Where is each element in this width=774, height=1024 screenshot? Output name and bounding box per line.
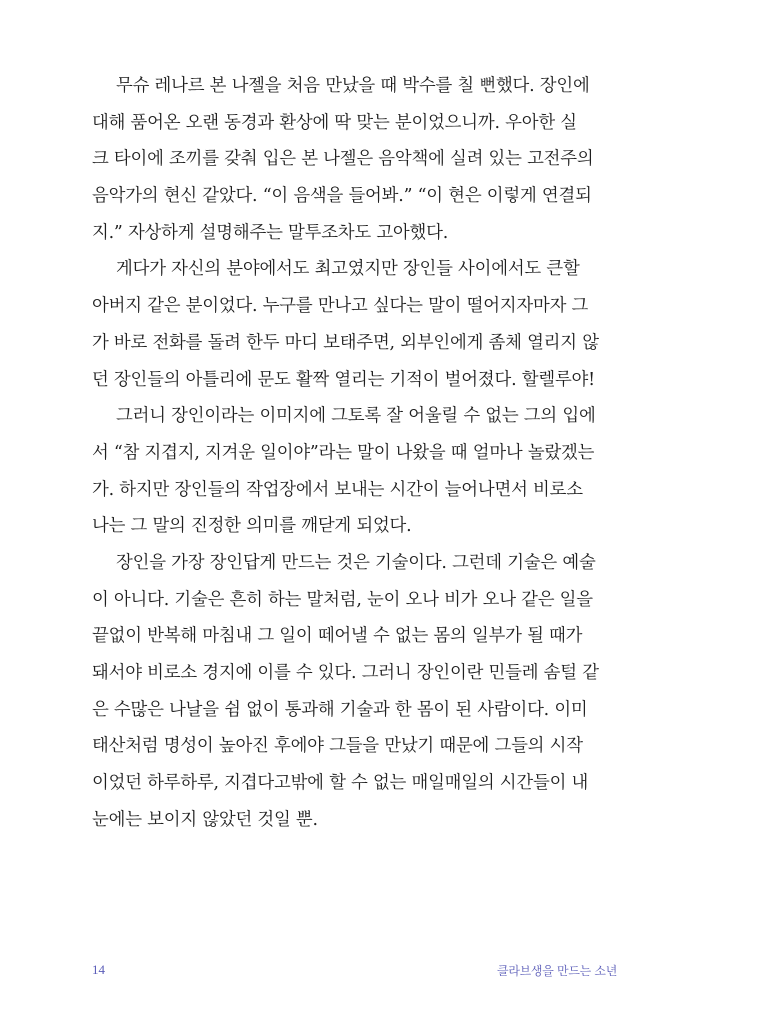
paragraph-line: 서 “참 지겹지, 지겨운 일이야”라는 말이 나왔을 때 얼마나 놀랐겠는 bbox=[92, 442, 595, 463]
paragraph-line: 크 타이에 조끼를 갖춰 입은 본 나젤은 음악책에 실려 있는 고전주의 bbox=[92, 149, 594, 170]
running-title: 클라브생을 만드는 소년 bbox=[497, 964, 617, 978]
paragraph-line: 장인을 가장 장인답게 만드는 것은 기술이다. 그런데 기술은 예술 bbox=[116, 552, 596, 573]
paragraph-line: 눈에는 보이지 않았던 것일 뿐. bbox=[92, 809, 318, 830]
paragraph-line: 아버지 같은 분이었다. 누구를 만나고 싶다는 말이 떨어지자마자 그 bbox=[92, 296, 589, 317]
paragraph-line: 그러니 장인이라는 이미지에 그토록 잘 어울릴 수 없는 그의 입에 bbox=[116, 406, 596, 427]
paragraph-line: 끝없이 반복해 마침내 그 일이 떼어낼 수 없는 몸의 일부가 될 때가 bbox=[92, 626, 583, 647]
paragraph-line: 이었던 하루하루, 지겹다고밖에 할 수 없는 매일매일의 시간들이 내 bbox=[92, 773, 589, 794]
paragraph-line: 대해 품어온 오랜 동경과 환상에 딱 맞는 분이었으니까. 우아한 실 bbox=[92, 112, 577, 133]
paragraph-line: 음악가의 현신 같았다. “이 음색을 들어봐.” “이 현은 이렇게 연결되 bbox=[92, 186, 592, 207]
paragraph-line: 무슈 레나르 본 나젤을 처음 만났을 때 박수를 칠 뻔했다. 장인에 bbox=[116, 76, 590, 96]
paragraph-line: 가. 하지만 장인들의 작업장에서 보내는 시간이 늘어나면서 비로소 bbox=[92, 479, 583, 500]
paragraph-line: 태산처럼 명성이 높아진 후에야 그들을 만났기 때문에 그들의 시작 bbox=[92, 736, 583, 757]
body-text bbox=[92, 68, 620, 838]
paragraph-line: 지.” 자상하게 설명해주는 말투조차도 고아했다. bbox=[92, 222, 449, 243]
page-number: 14 bbox=[92, 962, 105, 977]
paragraph-line: 돼서야 비로소 경지에 이를 수 있다. 그러니 장인이란 민들레 솜털 같 bbox=[92, 663, 599, 683]
paragraph-line: 가 바로 전화를 돌려 한두 마디 보태주면, 외부인에게 좀체 열리지 않 bbox=[92, 332, 599, 353]
paragraph-line: 이 아니다. 기술은 흔히 하는 말처럼, 눈이 오나 비가 오나 같은 일을 bbox=[92, 589, 593, 610]
paragraph-line: 나는 그 말의 진정한 의미를 깨닫게 되었다. bbox=[92, 516, 412, 537]
paragraph-line: 은 수많은 나날을 쉼 없이 통과해 기술과 한 몸이 된 사람이다. 이미 bbox=[92, 699, 588, 720]
paragraph-line: 던 장인들의 아틀리에 문도 활짝 열리는 기적이 벌어졌다. 할렐루야! bbox=[92, 369, 595, 390]
paragraph-line: 게다가 자신의 분야에서도 최고였지만 장인들 사이에서도 큰할 bbox=[116, 259, 580, 280]
